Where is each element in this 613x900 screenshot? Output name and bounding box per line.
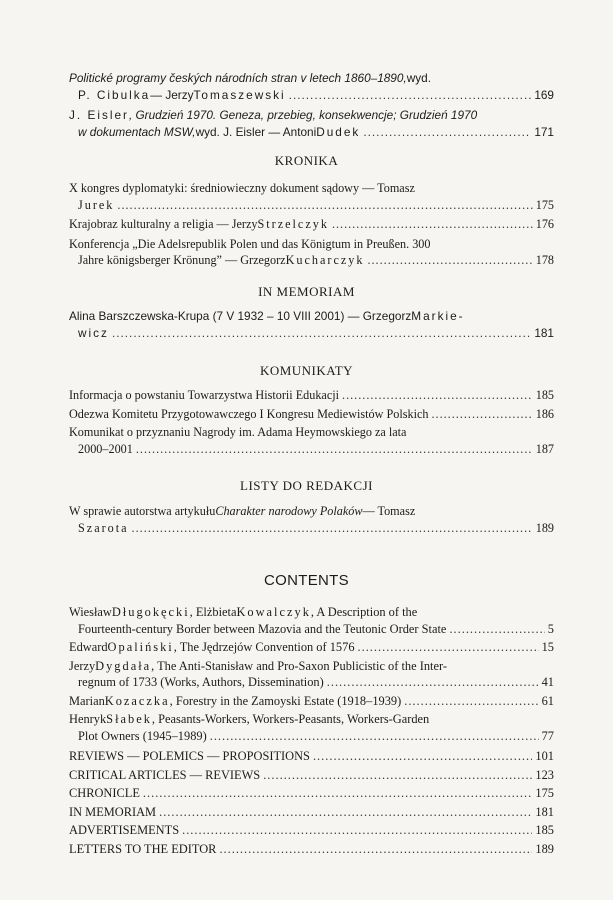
page-number: 175 <box>535 786 554 800</box>
leader-dots <box>313 748 532 765</box>
listy-entries <box>69 503 554 536</box>
section-label: LETTERS TO THE EDITOR <box>69 841 217 856</box>
toc-entry-line <box>69 236 554 253</box>
toc-entry-line <box>69 180 554 197</box>
contents-entries <box>69 604 554 744</box>
toc-entry-line <box>69 197 554 214</box>
entry-text: Komunikat o przyznaniu Nagrody im. Adama Heymowskiego za lata <box>69 425 407 439</box>
leader-dots <box>289 87 532 104</box>
entry-author: Opaliński <box>107 640 174 654</box>
entry-text: , A Description of the <box>310 605 418 619</box>
entry-text: Edward <box>69 640 108 654</box>
kronika-entries <box>69 180 554 269</box>
leader-dots <box>327 674 539 691</box>
toc-entry-line <box>69 308 554 325</box>
entry-text: 2000–2001 <box>78 441 133 456</box>
entry-text: Odezwa Komitetu Przygotowawczego I Kongresu Mediewistów Polskich <box>69 406 429 421</box>
section-entry <box>69 785 554 802</box>
entry-author: J. Eisler <box>69 108 129 122</box>
page-number: 181 <box>534 325 554 340</box>
toc-entry-line <box>69 406 554 423</box>
section-entry <box>69 748 554 765</box>
section-label: ADVERTISEMENTS <box>69 823 180 837</box>
leader-dots <box>332 216 533 233</box>
toc-entry-line <box>69 674 554 691</box>
leader-dots <box>342 387 533 404</box>
toc-entry-line <box>69 604 554 621</box>
entry-text: Konferencja „Die Adelsrepublik Polen und das Königtum in Preußen. 300 <box>69 236 431 251</box>
entry-text: — Jerzy <box>150 87 194 102</box>
toc-entry-line <box>69 325 554 342</box>
toc-entry-line <box>69 621 554 638</box>
page-number: 185 <box>535 823 554 837</box>
section-entry <box>69 841 554 858</box>
toc-entry-line <box>69 124 554 141</box>
entry-author: Dygdała <box>95 658 152 673</box>
page-number: 101 <box>535 749 554 763</box>
leader-dots <box>358 639 539 656</box>
entry-author: Tomaszewski <box>193 87 286 102</box>
entry-author: Markie- <box>411 309 465 323</box>
section-label: CRITICAL ARTICLES — REVIEWS <box>69 767 261 782</box>
entry-author: Kozaczka <box>104 693 170 708</box>
entry-author: wicz <box>78 325 109 340</box>
section-entry <box>69 767 554 784</box>
entry-author: Słabek <box>106 712 152 726</box>
entry-author: Szarota <box>78 520 129 535</box>
entry-title: Charakter narodowy Polaków <box>215 504 363 518</box>
page-number: 181 <box>535 804 554 819</box>
page-number: 77 <box>541 728 554 743</box>
toc-entry-line <box>69 216 554 233</box>
leader-dots <box>263 767 532 784</box>
section-label: CHRONICLE <box>69 786 140 800</box>
toc-entry-line <box>69 252 554 269</box>
entry-title: , Grudzień 1970. Geneza, przebieg, konsekwencje; Grudzień 1970 <box>128 108 478 122</box>
entry-author: Długokęcki <box>111 605 190 619</box>
entry-text: , The Jędrzejów Convention of 1576 <box>173 640 355 654</box>
page-number: 171 <box>534 124 554 139</box>
entry-author: Jurek <box>78 197 115 212</box>
page-number: 176 <box>535 217 554 231</box>
entry-text: , Elżbieta <box>189 605 237 619</box>
entry-text: regnum of 1733 (Works, Authors, Dissemination) <box>78 675 324 689</box>
toc-entry-line <box>69 728 554 745</box>
toc-entry-line <box>69 711 554 728</box>
leader-dots <box>210 728 539 745</box>
entry-author: Kowalczyk <box>236 605 311 619</box>
komunikaty-entries <box>69 387 554 457</box>
toc-entry-line <box>69 441 554 458</box>
section-entry <box>69 804 554 821</box>
leader-dots <box>159 804 532 821</box>
page-number: 186 <box>535 406 554 421</box>
leader-dots <box>143 785 533 802</box>
entry-author: P. Cibulka <box>78 87 151 102</box>
toc-entry-line <box>69 693 554 710</box>
section-label: IN MEMORIAM <box>69 804 157 819</box>
leader-dots <box>431 406 532 423</box>
toc-entry-line <box>69 639 554 656</box>
toc-entry-line <box>69 87 554 104</box>
section-heading: LISTY DO REDAKCJI <box>240 478 373 493</box>
contents-heading: CONTENTS <box>264 572 349 589</box>
page-number: 187 <box>535 441 554 456</box>
section-heading: KOMUNIKATY <box>259 363 354 378</box>
entry-text: Krajobraz kulturalny a religia — Jerzy <box>69 217 258 231</box>
toc-entry-line <box>69 503 554 520</box>
entry-text: — Tomasz <box>362 504 416 518</box>
section-entry <box>69 822 554 839</box>
entry-text: Henryk <box>69 712 107 726</box>
sections-list <box>69 748 554 857</box>
page-number: 189 <box>535 520 554 535</box>
page-number: 169 <box>534 87 554 102</box>
page-number: 5 <box>547 621 554 636</box>
entry-text: X kongres dyplomatyki: średniowieczny dokument sądowy — Tomasz <box>69 181 415 195</box>
page-number: 185 <box>535 388 554 402</box>
page-number: 15 <box>541 640 554 654</box>
leader-dots <box>132 520 533 537</box>
leader-dots <box>117 197 532 214</box>
toc-entry-line <box>69 70 554 87</box>
leader-dots <box>219 841 532 858</box>
entry-text: , Forestry in the Zamoyski Estate (1918–1939) <box>169 693 402 708</box>
page-number: 61 <box>541 693 554 708</box>
entry-title: Politické programy českých národních stran v letech 1860–1890, <box>69 71 407 85</box>
toc-entry-line <box>69 658 554 675</box>
entry-text: Jahre königsberger Krönung” — Grzegorz <box>78 253 286 267</box>
entry-author: Kucharczyk <box>285 253 365 267</box>
entry-text: W sprawie autorstwa artykułu <box>69 504 216 518</box>
entry-author: Strzelczyk <box>257 217 329 231</box>
page-number: 178 <box>535 253 554 267</box>
entry-text: , Peasants-Workers, Workers-Peasants, Workers-Garden <box>151 712 430 726</box>
leader-dots <box>112 325 531 342</box>
entry-text: Jerzy <box>69 658 96 673</box>
page-number: 41 <box>541 675 554 689</box>
leader-dots <box>449 621 544 638</box>
page-number: 189 <box>535 841 554 856</box>
entry-text: Informacja o powstaniu Towarzystwa Historii Edukacji <box>69 388 340 402</box>
entry-title: w dokumentach MSW, <box>78 124 196 139</box>
memoriam-entries <box>69 308 554 341</box>
leader-dots <box>182 822 532 839</box>
entry-text: Fourteenth-century Border between Mazovia and the Teutonic Order State <box>78 621 447 636</box>
entry-text: Wiesław <box>69 605 112 619</box>
entry-text: Alina Barszczewska-Krupa (7 V 1932 – 10 VIII 2001) — Grzegorz <box>69 309 412 323</box>
page-number: 123 <box>535 767 554 782</box>
section-label: REVIEWS — POLEMICS — PROPOSITIONS <box>69 749 310 763</box>
toc-entry-line <box>69 107 554 124</box>
top-entries <box>69 70 554 140</box>
entry-text: wyd. J. Eisler — Antoni <box>195 124 317 139</box>
entry-text: Plot Owners (1945–1989) <box>78 728 207 743</box>
leader-dots <box>404 693 538 710</box>
toc-entry-line <box>69 387 554 404</box>
toc-entry-line <box>69 424 554 441</box>
leader-dots <box>363 124 531 141</box>
leader-dots <box>367 252 532 269</box>
entry-author: Dudek <box>316 124 361 139</box>
section-heading: IN MEMORIAM <box>258 284 355 299</box>
entry-text: wyd. <box>406 71 431 85</box>
toc-entry-line <box>69 520 554 537</box>
entry-text: Marian <box>69 693 105 708</box>
section-heading: KRONIKA <box>274 153 339 168</box>
page-number: 175 <box>535 197 554 212</box>
leader-dots <box>136 441 533 458</box>
entry-text: , The Anti-Stanisław and Pro-Saxon Publicistic of the Inter- <box>151 658 447 673</box>
